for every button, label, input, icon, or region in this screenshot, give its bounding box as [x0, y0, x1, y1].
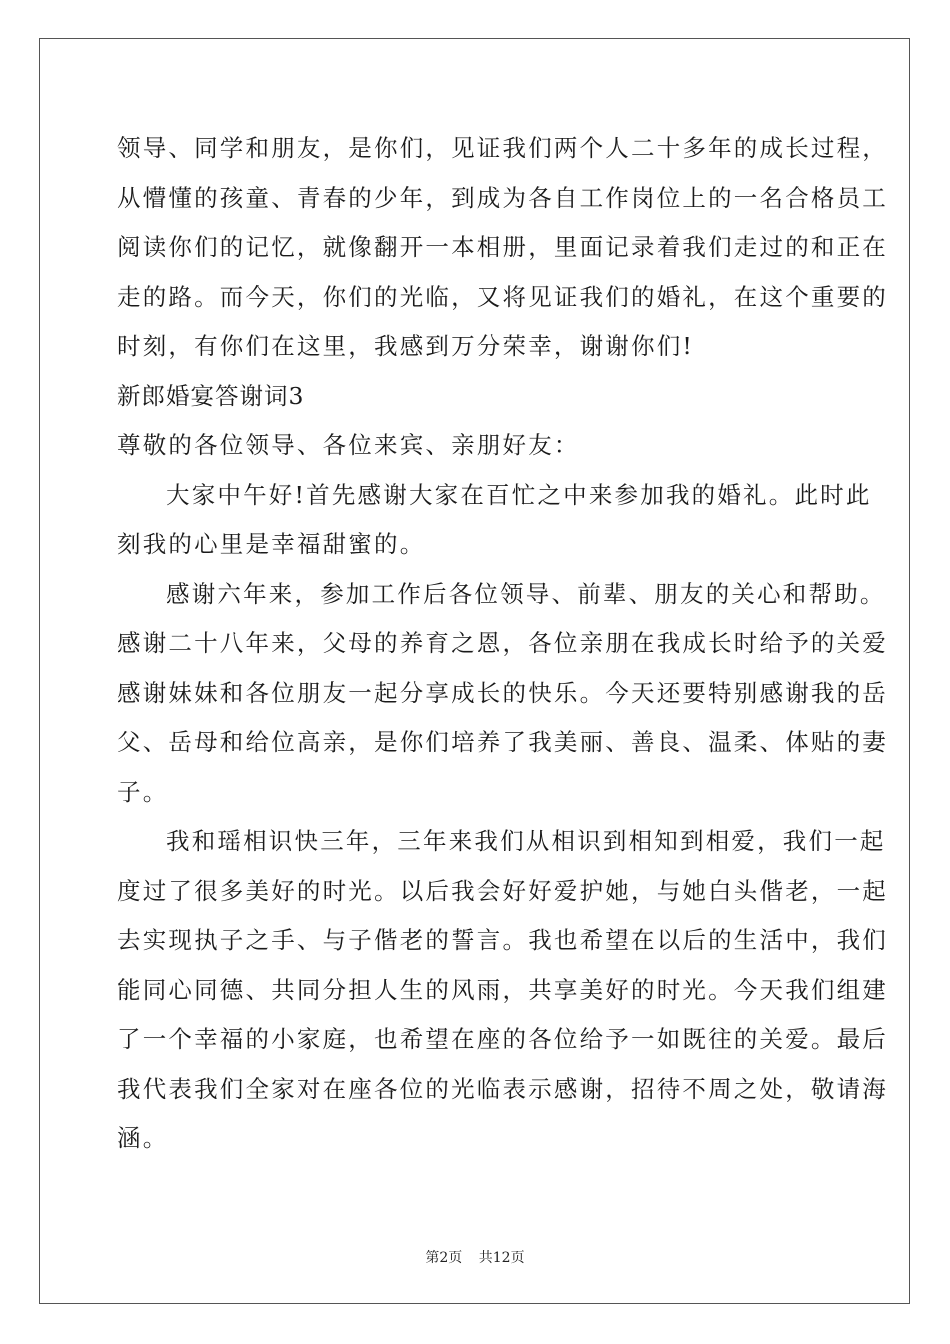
text-line: 领导、同学和朋友，是你们，见证我们两个人二十多年的成长过程，	[117, 134, 888, 162]
text-line: 阅读你们的记忆，就像翻开一本相册，里面记录着我们走过的和正在	[117, 233, 888, 261]
total-pages: 共12页	[478, 1250, 525, 1266]
page-footer	[0, 1247, 950, 1267]
text-line: 父、岳母和给位高亲，是你们培养了我美丽、善良、温柔、体贴的妻	[117, 728, 888, 756]
text-line: 感谢六年来，参加工作后各位领导、前辈、朋友的关心和帮助。	[166, 579, 886, 608]
text-line: 从懵懂的孩童、青春的少年，到成为各自工作岗位上的一名合格员工	[117, 183, 888, 212]
text-line: 能同心同德、共同分担人生的风雨，共享美好的时光。今天我们组建	[117, 975, 888, 1004]
page-number: 第2页	[425, 1250, 463, 1266]
text-line: 子。	[117, 777, 169, 806]
text-line: 走的路。而今天，你们的光临，又将见证我们的婚礼，在这个重要的	[117, 282, 888, 311]
text-line: 感谢妹妹和各位朋友一起分享成长的快乐。今天还要特别感谢我的岳	[117, 678, 888, 707]
text-line: 刻我的心里是幸福甜蜜的。	[117, 530, 426, 558]
text-line: 涵。	[117, 1124, 169, 1152]
text-line: 我代表我们全家对在座各位的光临表示感谢，招待不周之处，敬请海	[117, 1074, 888, 1103]
text-line: 了一个幸福的小家庭，也希望在座的各位给予一如既往的关爱。最后	[117, 1025, 888, 1053]
text-line: 感谢二十八年来，父母的养育之恩，各位亲朋在我成长时给予的关爱	[117, 629, 888, 657]
text-line: 度过了很多美好的时光。以后我会好好爱护她，与她白头偕老，一起	[117, 876, 888, 905]
text-line: 时刻，有你们在这里，我感到万分荣幸，谢谢你们!	[117, 332, 695, 360]
document-body	[117, 124, 888, 1164]
salutation: 尊敬的各位领导、各位来宾、亲朋好友：	[117, 431, 580, 459]
section-heading: 新郎婚宴答谢词3	[117, 381, 305, 410]
text-line: 大家中午好!首先感谢大家在百忙之中来参加我的婚礼。此时此	[166, 480, 872, 509]
text-line: 我和瑶相识快三年，三年来我们从相识到相知到相爱，我们一起	[166, 827, 886, 855]
text-line: 去实现执子之手、与子偕老的誓言。我也希望在以后的生活中，我们	[117, 926, 888, 954]
